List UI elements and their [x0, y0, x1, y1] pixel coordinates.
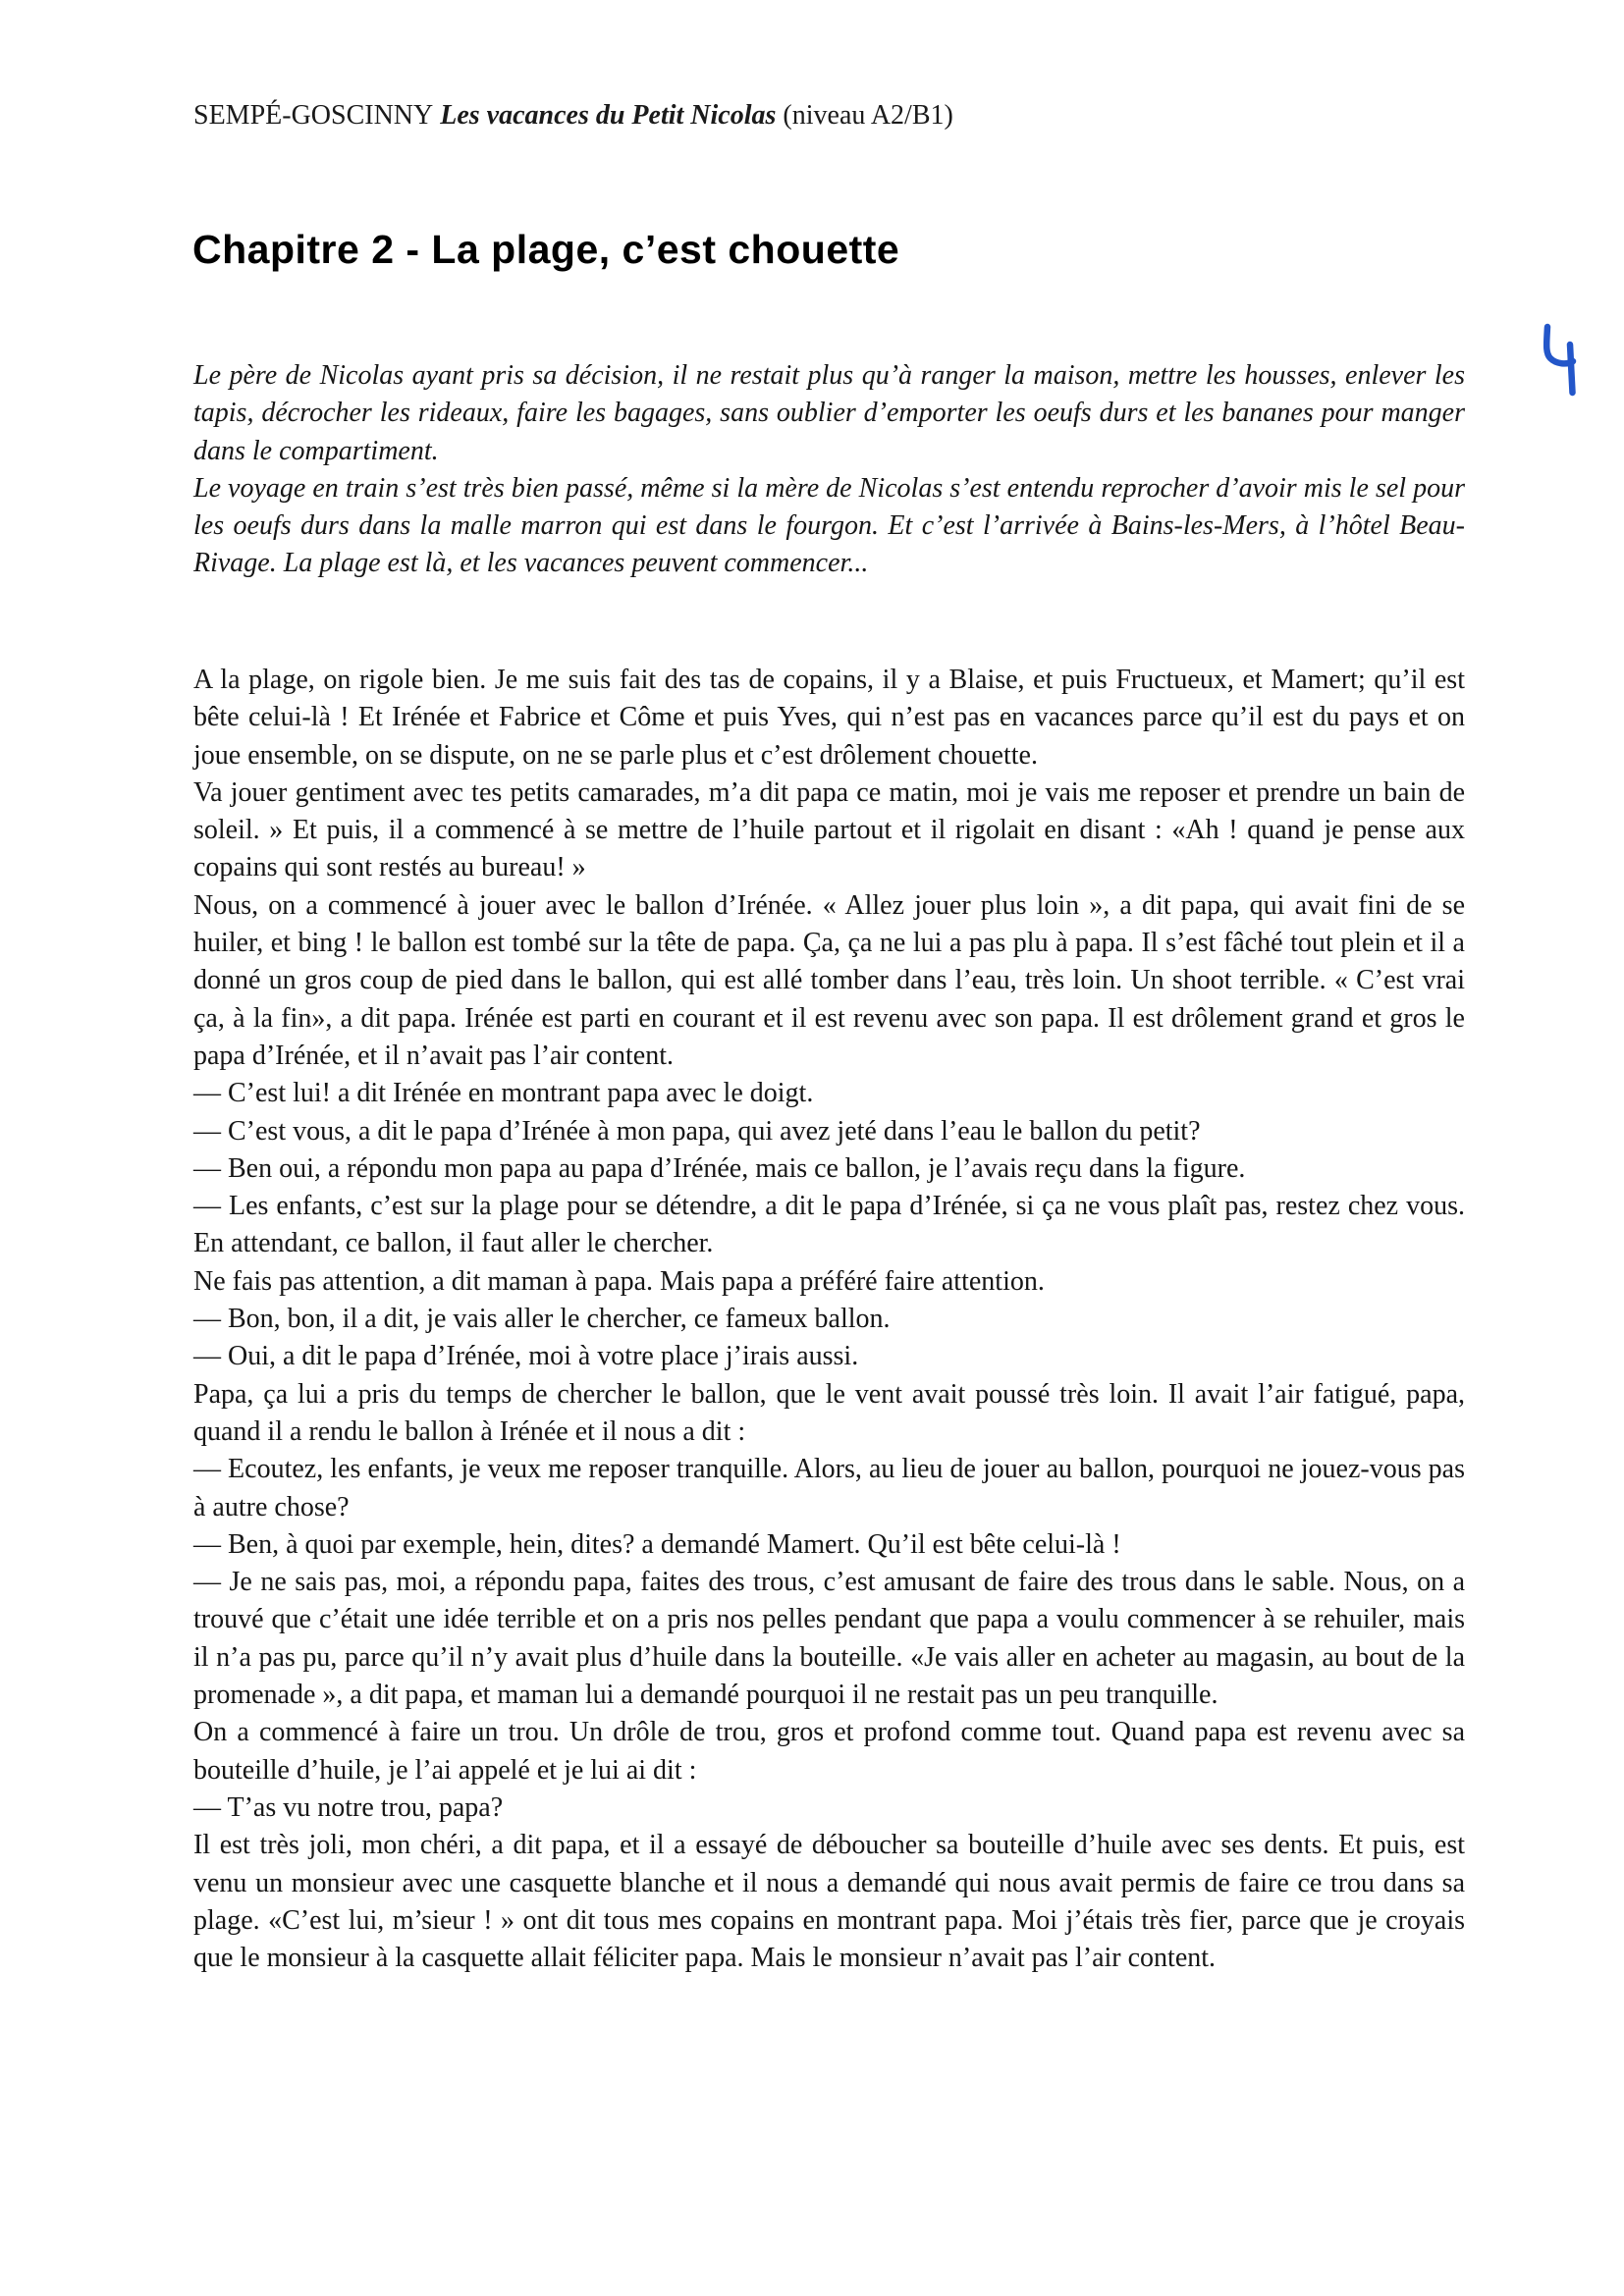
- intro-section: [193, 357, 1465, 583]
- body-paragraph: — Je ne sais pas, moi, a répondu papa, faites des trous, c’est amusant de faire des trous dans le sable. Nous, on a trouvé que c’était une idée terrible et on a pris nos pelles pendant que papa a voulu commencer à se rehuiler, mais il n’a pas pu, parce qu’il n’y avait plus d’huile dans la bouteille. «Je vais aller en acheter au magasin, au bout de la promenade », a dit papa, et maman lui a demandé pourquoi il ne restait pas un peu tranquille.: [193, 1567, 1465, 1711]
- body-paragraph: Va jouer gentiment avec tes petits camarades, m’a dit papa ce matin, moi je vais me reposer et prendre un bain de soleil. » Et puis, il a commencé à se mettre de l’huile partout et il rigolait en disant : «Ah ! quand je pense aux copains qui sont restés au bureau! »: [193, 776, 1465, 883]
- intro-paragraph: Le père de Nicolas ayant pris sa décision, il ne restait plus qu’à ranger la maison, mettre les housses, enlever les tapis, décrocher les rideaux, faire les bagages, sans oublier d’emporter les oeufs durs et les bananes pour manger dans le compartiment.: [193, 360, 1465, 466]
- body-paragraph: Nous, on a commencé à jouer avec le ballon d’Irénée. « Allez jouer plus loin », a dit papa, qui avait fini de se huiler, et bing ! le ballon est tombé sur la tête de papa. Ça, ça ne lui a pas plu à papa. Il s’est fâché tout plein et il a donné un gros coup de pied dans le ballon, qui est allé tomber dans l’eau, très loin. Un shoot terrible. « C’est vrai ça, à la fin», a dit papa. Irénée est parti en courant et il est revenu avec son papa. Il est drôlement grand et gros le papa d’Irénée, et il n’avait pas l’air content.: [193, 889, 1465, 1071]
- body-paragraph: — T’as vu notre trou, papa?: [193, 1791, 504, 1823]
- body-paragraph: — Oui, a dit le papa d’Irénée, moi à votre place j’irais aussi.: [193, 1341, 859, 1372]
- body-paragraph: — Ben, à quoi par exemple, hein, dites? a demandé Mamert. Qu’il est bête celui-là !: [193, 1528, 1121, 1560]
- header-author: SEMPÉ-GOSCINNY: [193, 100, 434, 131]
- header-level: (niveau A2/B1): [783, 100, 953, 131]
- body-paragraph: — Les enfants, c’est sur la plage pour se détendre, a dit le papa d’Irénée, si ça ne vous plaît pas, restez chez vous. En attendant, ce ballon, il faut aller le chercher.: [193, 1191, 1465, 1259]
- body-paragraph: Papa, ça lui a pris du temps de chercher le ballon, que le vent avait poussé très loin. Il avait l’air fatigué, papa, quand il a rendu le ballon à Irénée et il nous a dit :: [193, 1378, 1465, 1447]
- body-paragraph: A la plage, on rigole bien. Je me suis fait des tas de copains, il y a Blaise, et puis Fructueux, et Mamert; qu’il est bête celui-là ! Et Irénée et Fabrice et Côme et puis Yves, qui n’est pas en vacances parce qu’il est du pays et on joue ensemble, on se dispute, on ne se parle plus et c’est drôlement chouette.: [193, 665, 1465, 771]
- chapter-title: Chapitre 2 - La plage, c’est chouette: [192, 227, 900, 272]
- handwritten-page-number: [1537, 321, 1582, 400]
- body-section: [193, 662, 1465, 1977]
- body-paragraph: — Ecoutez, les enfants, je veux me reposer tranquille. Alors, au lieu de jouer au ballon, pourquoi ne jouez-vous pas à autre chose?: [193, 1454, 1465, 1522]
- body-paragraph: — Bon, bon, il a dit, je vais aller le chercher, ce fameux ballon.: [193, 1304, 891, 1335]
- body-paragraph: — C’est lui! a dit Irénée en montrant papa avec le doigt.: [193, 1078, 814, 1109]
- body-paragraph: On a commencé à faire un trou. Un drôle de trou, gros et profond comme tout. Quand papa est revenu avec sa bouteille d’huile, je l’ai appelé et je lui ai dit :: [193, 1717, 1465, 1786]
- body-paragraph: Il est très joli, mon chéri, a dit papa, et il a essayé de déboucher sa bouteille d’huile avec ses dents. Et puis, est venu un monsieur avec une casquette blanche et il nous a demandé qui nous avait permis de faire ce trou dans sa plage. «C’est lui, m’sieur ! » ont dit tous mes copains en montrant papa. Moi j’étais très fier, parce que je croyais que le monsieur à la casquette allait féliciter papa. Mais le monsieur n’avait pas l’air content.: [193, 1830, 1465, 1974]
- body-paragraph: Ne fais pas attention, a dit maman à papa. Mais papa a préféré faire attention.: [193, 1265, 1045, 1297]
- intro-paragraph: Le voyage en train s’est très bien passé, même si la mère de Nicolas s’est entendu reprocher d’avoir mis le sel pour les oeufs durs dans la malle marron qui est dans le fourgon. Et c’est l’arrivée à Bains-les-Mers, à l’hôtel Beau-Rivage. La plage est là, et les vacances peuvent commencer...: [193, 472, 1465, 579]
- header-book-title: Les vacances du Petit Nicolas: [440, 100, 777, 131]
- page-header: [193, 100, 953, 132]
- body-paragraph: — C’est vous, a dit le papa d’Irénée à mon papa, qui avez jeté dans l’eau le ballon du petit?: [193, 1115, 1201, 1147]
- body-paragraph: — Ben oui, a répondu mon papa au papa d’Irénée, mais ce ballon, je l’avais reçu dans la figure.: [193, 1152, 1246, 1184]
